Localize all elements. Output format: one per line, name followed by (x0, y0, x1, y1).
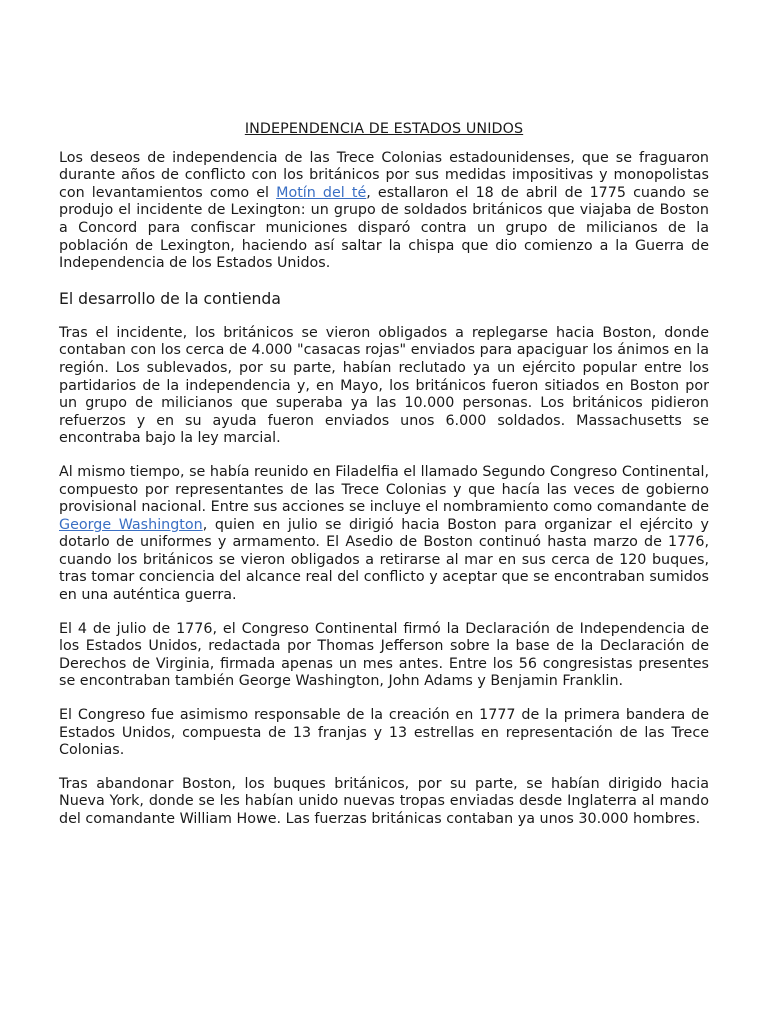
paragraph-congress-text-start: Al mismo tiempo, se había reunido en Filadelfia el llamado Segundo Congreso Continental, compuesto por representantes de las Trece Colonias y que hacía las veces de gobierno provisional nacional. Entre sus acciones se incluye el nombramiento como comandante de (59, 463, 709, 516)
paragraph-intro-text-start: Los deseos de independencia de las Trece Colonias estadounidenses, que se fraguaron durante años de conflicto con los británicos por sus medidas impositivas y monopolistas con levantamientos como el (59, 149, 709, 201)
paragraph-intro-text-end: , estallaron el 18 de abril de 1775 cuando se produjo el incidente de Lexington: un grupo de soldados británicos que viajaba de Boston a Concord para confiscar municiones disparó contra un grupo de milicianos de la población de Lexington, haciendo así saltar la chispa que dio comienzo a la Guerra de Independencia de los Estados Unidos. (59, 184, 709, 272)
paragraph-congress-text-end: , quien en julio se dirigió hacia Boston para organizar el ejército y dotarlo de uniformes y armamento. El Asedio de Boston continuó hasta marzo de 1776, cuando los británicos se vieron obligados a retirarse al mar en sus cerca de 120 buques, tras tomar conciencia del alcance real del conflicto y aceptar que se encontraban sumidos en una auténtica guerra. (59, 516, 709, 604)
paragraph-intro (59, 150, 709, 273)
motin-del-te-link[interactable]: Motín del té (276, 184, 367, 201)
george-washington-link[interactable]: George Washington (59, 516, 203, 533)
paragraph-congress (59, 464, 709, 605)
document-page (59, 121, 709, 845)
paragraph-flag: El Congreso fue asimismo responsable de la creación en 1777 de la primera bandera de Estados Unidos, compuesta de 13 franjas y 13 estrellas en representación de las Trece Colonias. (59, 707, 709, 759)
paragraph-new-york: Tras abandonar Boston, los buques británicos, por su parte, se habían dirigido hacia Nueva York, donde se les habían unido nuevas tropas enviadas desde Inglaterra al mando del comandante William Howe. Las fuerzas británicas contaban ya unos 30.000 hombres. (59, 775, 709, 827)
paragraph-declaration: El 4 de julio de 1776, el Congreso Continental firmó la Declaración de Independencia de los Estados Unidos, redactada por Thomas Jefferson sobre la base de la Declaración de Derechos de Virginia, firmada apenas un mes antes. Entre los 56 congresistas presentes se encontraban también George Washington, John Adams y Benjamin Franklin. (59, 620, 709, 690)
document-title: INDEPENDENCIA DE ESTADOS UNIDOS (244, 121, 524, 137)
section-heading: El desarrollo de la contienda (59, 289, 281, 308)
paragraph-incident: Tras el incidente, los británicos se vieron obligados a replegarse hacia Boston, donde contaban con los cerca de 4.000 "casacas rojas" enviados para apaciguar los ánimos en la región. Los sublevados, por su parte, habían reclutado ya un ejército popular entre los partidarios de la independencia y, en Mayo, los británicos fueron sitiados en Boston por un grupo de milicianos que superaba ya las 10.000 personas. Los británicos pidieron refuerzos y en su ayuda fueron enviados unos 6.000 soldados. Massachusetts se encontraba bajo la ley marcial. (59, 324, 709, 447)
